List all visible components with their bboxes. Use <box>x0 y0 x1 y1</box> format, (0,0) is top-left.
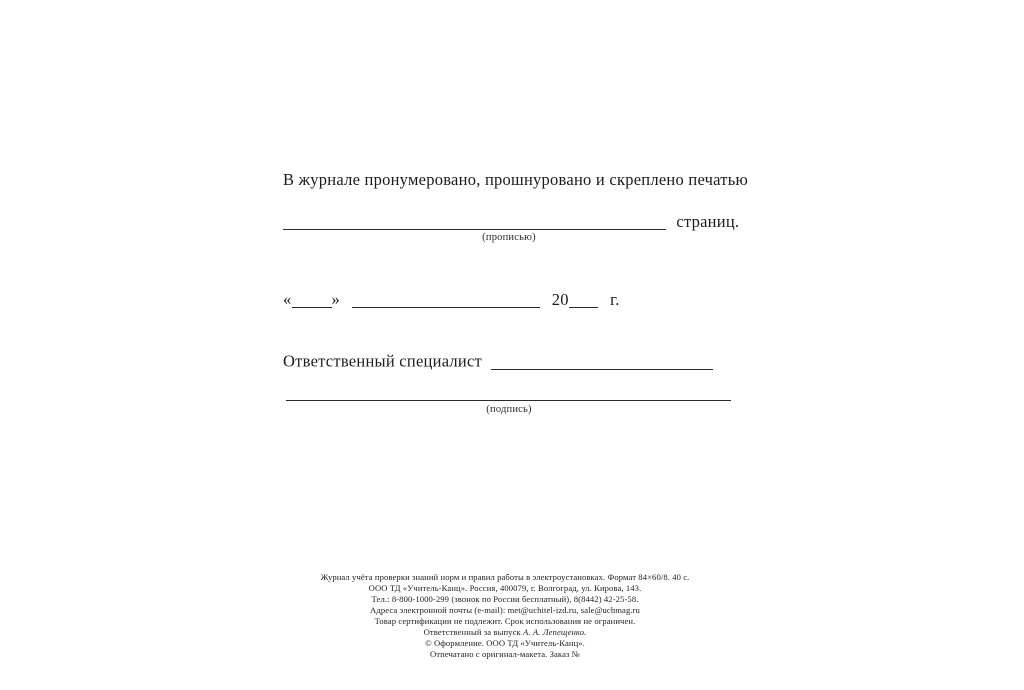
imprint-certification-line: Товар сертификации не подлежит. Срок использования не ограничен. <box>374 616 636 626</box>
imprint-publisher-address-line: ООО ТД «Учитель-Канц». Россия, 400079, г. Волгоград, ул. Кирова, 143. <box>368 583 642 593</box>
signature-blank-line <box>286 400 731 401</box>
imprint-footer <box>0 572 1024 660</box>
imprint-printing-line: Отпечатано с оригинал-макета. Заказ № <box>429 649 581 659</box>
year-century: 20 <box>551 289 569 309</box>
imprint-responsible-name: А. А. Лепещенко. <box>523 627 587 637</box>
imprint-title-format-line: Журнал учёта проверки знаний норм и правил работы в электроустановках. Формат 84×60/8. 40 с. <box>320 572 690 582</box>
imprint-copyright-line: © Оформление. ООО ТД «Учитель-Канц». <box>425 638 585 648</box>
pages-count-blank-line <box>283 214 666 230</box>
year-suffix-label: г. <box>610 289 620 309</box>
open-quote: « <box>283 289 292 309</box>
responsible-row <box>283 351 713 372</box>
month-blank-line <box>352 292 540 308</box>
responsible-blank-line <box>491 354 713 370</box>
close-quote: » <box>331 289 340 309</box>
imprint-responsible-prefix: Ответственный за выпуск <box>423 627 521 637</box>
certification-heading: В журнале пронумеровано, прошнуровано и скреплено печатью <box>283 170 749 189</box>
imprint-responsible-line <box>0 627 1010 638</box>
year-blank-line <box>569 292 598 308</box>
day-blank-line <box>292 292 332 308</box>
imprint-email-line: Адреса электронной почты (e-mail): met@uchitel-izd.ru, sale@uchmag.ru <box>370 605 640 615</box>
pages-caption: (прописью) <box>482 232 536 243</box>
signature-caption: (подпись) <box>486 404 532 415</box>
pages-count-row <box>283 211 739 232</box>
responsible-label: Ответственный специалист <box>283 351 483 371</box>
date-row <box>283 289 620 310</box>
pages-suffix-label: страниц. <box>676 211 740 231</box>
imprint-phone-line: Тел.: 8-800-1000-299 (звонок по России бесплатный), 8(8442) 42-25-58. <box>371 594 639 604</box>
